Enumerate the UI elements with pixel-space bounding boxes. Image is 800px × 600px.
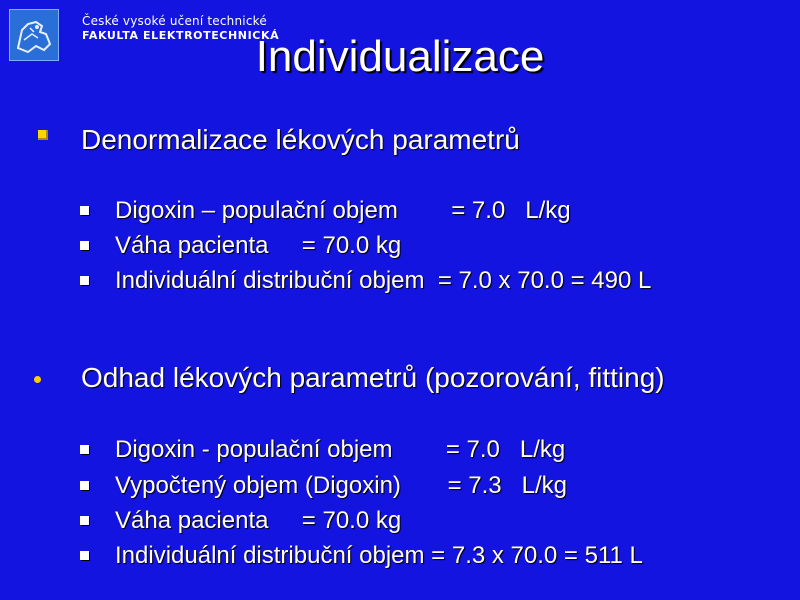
sub-bullet-icon bbox=[80, 551, 89, 560]
section-heading: Denormalizace lékových parametrů bbox=[81, 124, 520, 155]
sub-bullet-icon bbox=[80, 516, 89, 525]
list-item: Digoxin - populační objem = 7.0 L/kg bbox=[115, 436, 566, 463]
list-item: Individuální distribuční objem = 7.0 x 70.0 = 490 L bbox=[115, 267, 652, 294]
sub-bullet-icon bbox=[80, 481, 89, 490]
section-bullet-icon bbox=[34, 376, 41, 383]
sub-bullet-icon bbox=[80, 276, 89, 285]
list-item: Digoxin – populační objem = 7.0 L/kg bbox=[115, 197, 571, 224]
institution-name: České vysoké učení technické bbox=[82, 14, 267, 28]
list-item: Váha pacienta = 70.0 kg bbox=[115, 507, 402, 534]
section-bullet-icon bbox=[38, 130, 48, 140]
list-item: Individuální distribuční objem = 7.3 x 70.0 = 511 L bbox=[115, 542, 643, 569]
sub-bullet-icon bbox=[80, 241, 89, 250]
list-item: Vypočtený objem (Digoxin) = 7.3 L/kg bbox=[115, 472, 567, 499]
slide-title: Individualizace bbox=[255, 32, 545, 81]
faculty-name: FAKULTA ELEKTROTECHNICKÁ bbox=[82, 29, 280, 42]
sub-bullet-icon bbox=[80, 445, 89, 454]
section-heading: Odhad lékových parametrů (pozorování, fitting) bbox=[81, 362, 665, 393]
sub-bullet-icon bbox=[80, 206, 89, 215]
list-item: Váha pacienta = 70.0 kg bbox=[115, 232, 402, 259]
